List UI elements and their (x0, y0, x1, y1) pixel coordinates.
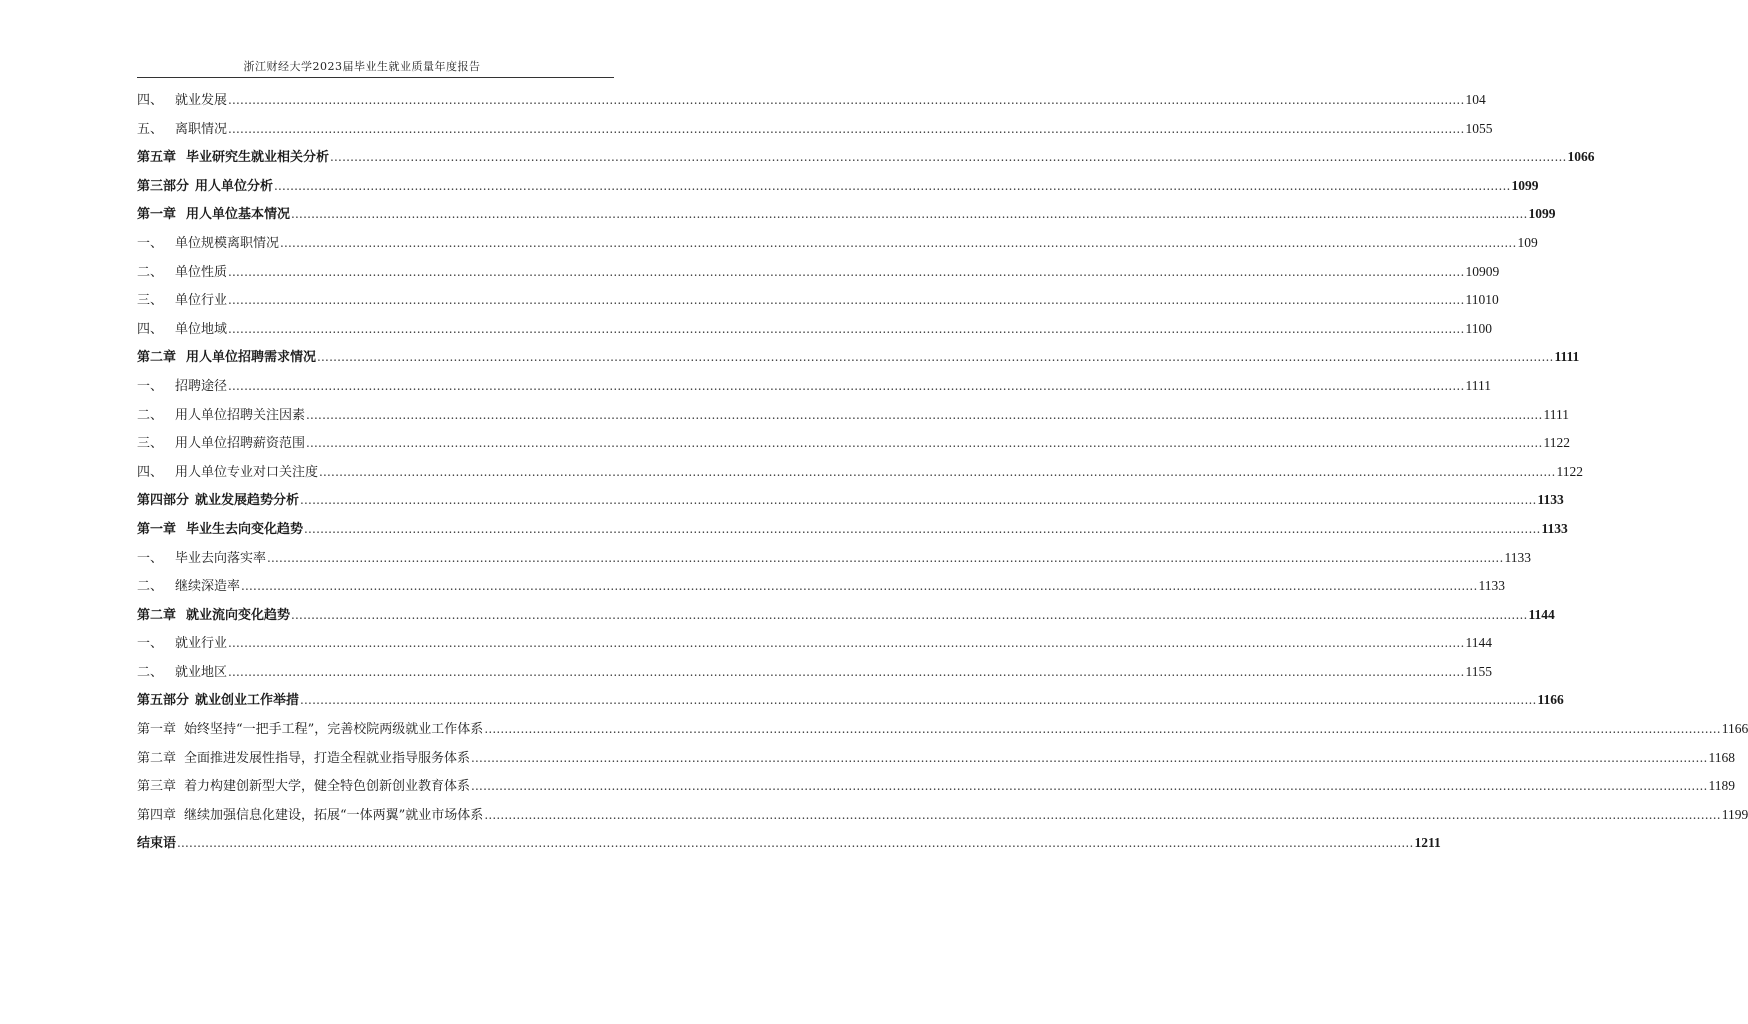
toc-entry-page-number: 1168 (1708, 749, 1735, 765)
toc-dot-leader (274, 172, 1510, 201)
toc-entry-page-number: 1066 (1567, 149, 1595, 165)
toc-entry-title: 就业创业工作举措 (195, 693, 300, 709)
toc-dot-leader (280, 229, 1516, 258)
toc-entry-page-number: 1166 (1721, 721, 1748, 737)
toc-dot-leader (228, 286, 1464, 315)
toc-entry-title: 用人单位招聘需求情况 (186, 350, 317, 366)
toc-entry-page-number: 1099 (1511, 177, 1539, 193)
toc-entry[interactable] (137, 772, 1735, 801)
toc-dot-leader (471, 772, 1707, 801)
toc-entry-title: 单位行业 (175, 293, 228, 309)
toc-dot-leader (330, 143, 1566, 172)
toc-entry[interactable] (137, 172, 1539, 201)
toc-entry-number: 一、 (137, 235, 164, 251)
toc-entry-title: 就业发展趋势分析 (195, 493, 300, 509)
toc-entry-page-number: 1122 (1556, 463, 1583, 479)
toc-dot-leader (228, 315, 1464, 344)
toc-entry[interactable] (137, 429, 1570, 458)
toc-entry[interactable] (137, 315, 1492, 344)
toc-entry-page-number: 1133 (1504, 549, 1531, 565)
toc-dot-leader (306, 429, 1542, 458)
toc-dot-leader (291, 200, 1527, 229)
toc-dot-leader (484, 715, 1720, 744)
toc-entry-title: 用人单位分析 (195, 178, 274, 194)
toc-entry-title: 就业发展 (175, 93, 228, 108)
toc-entry-number: 二、 (137, 264, 164, 280)
toc-entry-title: 就业行业 (175, 636, 228, 652)
toc-entry[interactable] (137, 258, 1500, 287)
toc-entry[interactable] (137, 200, 1556, 229)
toc-entry[interactable] (137, 601, 1555, 630)
toc-entry-number: 第五部分 (137, 693, 190, 709)
toc-entry[interactable] (137, 572, 1505, 601)
toc-entry-page-number: 1055 (1465, 120, 1493, 136)
toc-dot-leader (304, 515, 1540, 544)
toc-entry[interactable] (137, 515, 1568, 544)
toc-entry-number: 二、 (137, 664, 164, 680)
toc-entry-title: 始终坚持“一把手工程”，完善校院两级就业工作体系 (184, 722, 484, 738)
toc-entry-title: 招聘途径 (175, 378, 228, 394)
toc-entry-number: 第二章 (137, 607, 177, 623)
toc-entry-page-number: 1166 (1537, 692, 1564, 708)
toc-entry-page-number: 1144 (1465, 635, 1492, 651)
toc-entry-page-number: 1211 (1414, 835, 1441, 851)
toc-entry[interactable] (137, 86, 1486, 115)
toc-entry-title: 毕业生去向变化趋势 (186, 521, 304, 537)
toc-entry-page-number: 1111 (1554, 349, 1580, 365)
toc-entry-number: 二、 (137, 579, 164, 595)
toc-entry[interactable] (137, 801, 1748, 830)
toc-entry-page-number: 1111 (1543, 406, 1569, 422)
toc-entry[interactable] (137, 658, 1492, 687)
toc-entry-title: 着力构建创新型大学，健全特色创新创业教育体系 (184, 779, 471, 795)
toc-entry[interactable] (137, 143, 1595, 172)
header-divider (137, 77, 614, 78)
toc-entry[interactable] (137, 829, 1441, 858)
toc-dot-leader (291, 601, 1527, 630)
toc-entry-page-number: 1099 (1528, 206, 1556, 222)
toc-entry-title: 用人单位基本情况 (186, 207, 291, 223)
toc-entry-title: 单位地域 (175, 321, 228, 337)
toc-entry-page-number: 1189 (1708, 778, 1735, 794)
toc-dot-leader (228, 629, 1464, 658)
toc-entry-title: 用人单位招聘关注因素 (175, 407, 306, 423)
toc-entry[interactable] (137, 544, 1531, 573)
toc-dot-leader (228, 115, 1464, 144)
toc-entry-number: 一、 (137, 378, 164, 394)
toc-entry[interactable] (137, 229, 1538, 258)
toc-entry-page-number: 1133 (1537, 492, 1564, 508)
toc-entry-number: 第一章 (137, 207, 177, 223)
toc-entry-number: 第一章 (137, 521, 177, 537)
toc-entry-title: 结束语 (137, 836, 177, 852)
toc-dot-leader (267, 544, 1503, 573)
toc-entry-number: 二、 (137, 407, 164, 423)
toc-entry-page-number: 109 (1517, 234, 1538, 250)
toc-dot-leader (471, 744, 1707, 773)
toc-entry-number: 第三章 (137, 779, 177, 795)
toc-entry-number: 三、 (137, 436, 164, 452)
toc-entry-page-number: 1111 (1465, 377, 1491, 393)
toc-entry-number: 四、 (137, 93, 164, 108)
toc-entry[interactable] (137, 629, 1492, 658)
toc-dot-leader (317, 343, 1553, 372)
toc-entry-number: 第二章 (137, 350, 177, 366)
toc-entry-page-number: 104 (1465, 92, 1486, 107)
toc-dot-leader (300, 686, 1536, 715)
toc-entry-title: 用人单位招聘薪资范围 (175, 436, 306, 452)
toc-entry-title: 继续加强信息化建设，拓展“一体两翼”就业市场体系 (184, 807, 484, 823)
toc-entry-number: 一、 (137, 550, 164, 566)
toc-entry-page-number: 1199 (1721, 806, 1748, 822)
toc-entry[interactable] (137, 686, 1564, 715)
toc-entry-page-number: 1100 (1465, 320, 1492, 336)
toc-dot-leader (300, 486, 1536, 515)
toc-entry-page-number: 1144 (1528, 606, 1555, 622)
toc-entry-number: 五、 (137, 121, 164, 137)
toc-dot-leader (228, 86, 1464, 115)
toc-dot-leader (228, 658, 1464, 687)
toc-entry-page-number: 1155 (1465, 663, 1492, 679)
toc-entry-page-number: 1122 (1543, 435, 1570, 451)
toc-entry[interactable] (137, 372, 1491, 401)
toc-entry-number: 第四部分 (137, 493, 190, 509)
toc-entry-title: 就业流向变化趋势 (186, 607, 291, 623)
toc-entry-number: 一、 (137, 636, 164, 652)
toc-entry[interactable] (137, 343, 1580, 372)
toc-dot-leader (306, 401, 1542, 430)
toc-entry-number: 第五章 (137, 150, 177, 166)
toc-dot-leader (228, 372, 1464, 401)
toc-entry-number: 三、 (137, 293, 164, 309)
toc-entry[interactable] (137, 458, 1583, 487)
toc-entry-title: 毕业去向落实率 (175, 550, 267, 566)
toc-dot-leader (319, 458, 1555, 487)
toc-dot-leader (241, 572, 1477, 601)
toc-dot-leader (228, 258, 1464, 287)
toc-entry-title: 继续深造率 (175, 579, 241, 595)
toc-entry-title: 单位规模离职情况 (175, 235, 280, 251)
toc-entry-page-number: 11010 (1465, 292, 1499, 308)
table-of-contents (137, 86, 1748, 858)
toc-entry-page-number: 1133 (1478, 578, 1505, 594)
toc-entry-number: 第四章 (137, 807, 177, 823)
toc-entry-title: 用人单位专业对口关注度 (175, 464, 319, 480)
toc-entry-title: 离职情况 (175, 121, 228, 137)
toc-entry-title: 就业地区 (175, 664, 228, 680)
toc-entry-title: 全面推进发展性指导，打造全程就业指导服务体系 (184, 750, 471, 766)
page-header: 浙江财经大学2023届毕业生就业质量年度报告 (243, 60, 481, 73)
toc-entry[interactable] (137, 401, 1569, 430)
toc-entry-title: 单位性质 (175, 264, 228, 280)
toc-dot-leader (177, 829, 1413, 858)
toc-entry-number: 第二章 (137, 750, 177, 766)
toc-entry[interactable] (137, 715, 1748, 744)
toc-entry-title: 毕业研究生就业相关分析 (186, 150, 330, 166)
toc-entry-number: 四、 (137, 321, 164, 337)
toc-dot-leader (484, 801, 1720, 830)
toc-entry[interactable] (137, 744, 1735, 773)
toc-entry[interactable] (137, 486, 1564, 515)
toc-entry[interactable] (137, 286, 1499, 315)
toc-entry-number: 第三部分 (137, 178, 190, 194)
toc-entry-number: 四、 (137, 464, 164, 480)
toc-entry[interactable] (137, 115, 1493, 144)
toc-entry-page-number: 10909 (1465, 263, 1500, 279)
toc-entry-number: 第一章 (137, 722, 177, 738)
toc-entry-page-number: 1133 (1541, 520, 1568, 536)
